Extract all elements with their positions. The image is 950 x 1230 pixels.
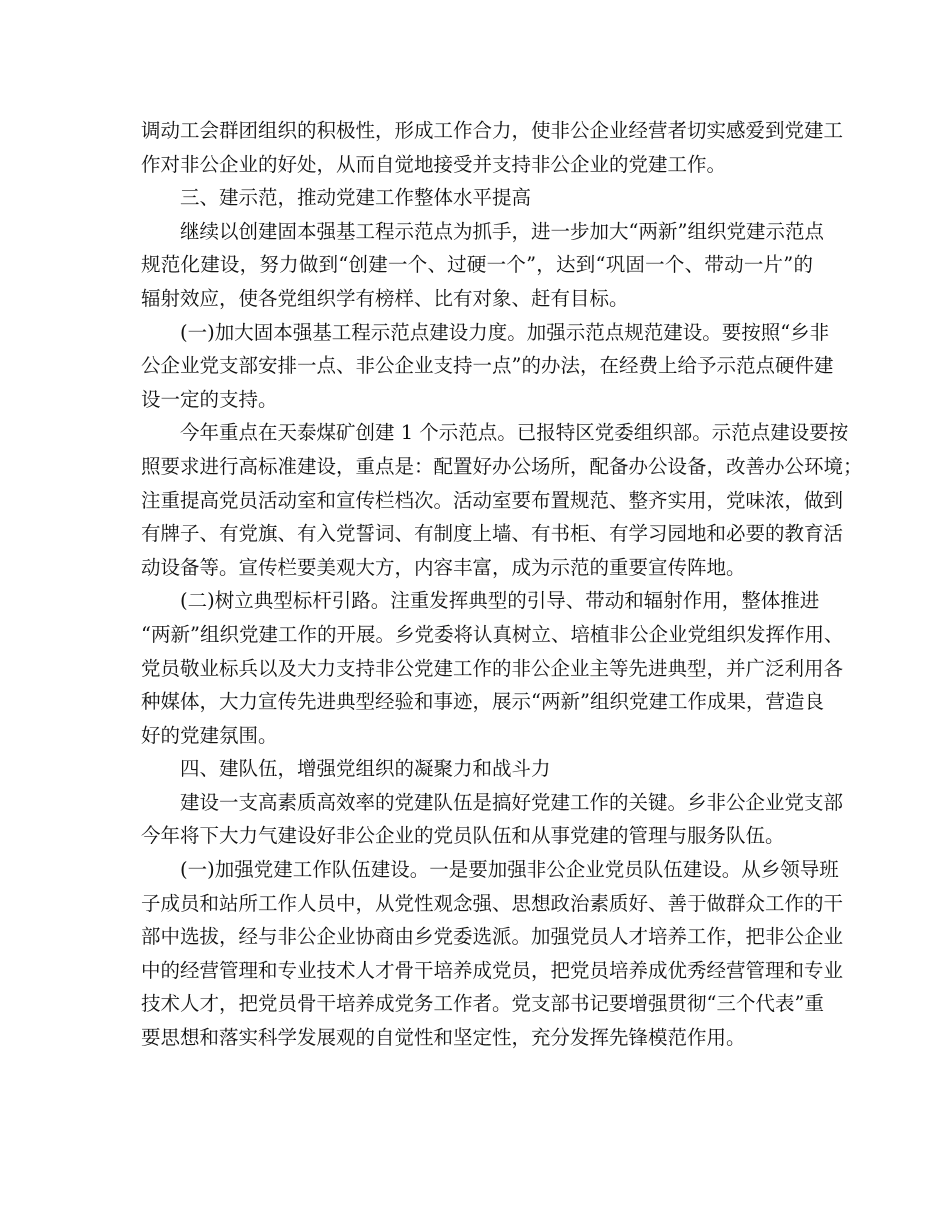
text-line: (二)树立典型标杆引路。注重发挥典型的引导、带动和辐射作用，整体推进 bbox=[180, 589, 820, 613]
text-line: 动设备等。宣传栏要美观大方，内容丰富，成为示范的重要宣传阵地。 bbox=[141, 555, 746, 579]
text-line: 调动工会群团组织的积极性，形成工作合力，使非公企业经营者切实感爱到党建工 bbox=[141, 119, 844, 142]
text-line: 种媒体，大力宣传先进典型经验和事迹，展示“两新”组织党建工作成果，营造良 bbox=[141, 690, 824, 714]
text-line: (一)加强党建工作队伍建设。一是要加强非公企业党员队伍建设。从乡领导班 bbox=[180, 858, 839, 882]
text-line: 设一定的支持。 bbox=[141, 387, 278, 411]
text-line: 注重提高党员活动室和宣传栏档次。活动室要布置规范、整齐实用，党味浓，做到 bbox=[141, 488, 844, 512]
text-line: 技术人才，把党员骨干培养成党务工作者。党支部书记要增强贯彻“三个代表”重 bbox=[141, 992, 824, 1016]
text-line: 好的党建氛围。 bbox=[141, 723, 278, 747]
text-line: 规范化建设，努力做到“创建一个、过硬一个”，达到“巩固一个、带动一片”的 bbox=[141, 253, 813, 277]
text-line: 要思想和落实科学发展观的自觉性和坚定性，充分发挥先锋模范作用。 bbox=[141, 1026, 746, 1050]
text-line: 照要求进行高标准建设，重点是：配置好办公场所，配备办公设备，改善办公环境； bbox=[141, 454, 863, 478]
text-line: 子成员和站所工作人员中，从党性观念强、思想政治素质好、善于做群众工作的干 bbox=[141, 891, 844, 915]
text-line: “两新”组织党建工作的开展。乡党委将认真树立、培植非公企业党组织发挥作用、 bbox=[141, 622, 844, 646]
text-line: 部中选拔，经与非公企业协商由乡党委选派。加强党员人才培养工作，把非公企业 bbox=[141, 925, 844, 949]
text-line: (一)加大固本强基工程示范点建设力度。加强示范点规范建设。要按照“乡非 bbox=[180, 320, 830, 344]
document-body bbox=[141, 114, 863, 1055]
text-line: 继续以创建固本强基工程示范点为抓手，进一步加大“两新”组织党建示范点 bbox=[180, 219, 824, 243]
text-line: 建设一支高素质高效率的党建队伍是搞好党建工作的关键。乡非公企业党支部 bbox=[180, 790, 844, 814]
text-line: 今年将下大力气建设好非公企业的党员队伍和从事党建的管理与服务队伍。 bbox=[141, 824, 785, 848]
text-line: 有牌子、有党旗、有入党誓词、有制度上墙、有书柜、有学习园地和必要的教育活 bbox=[141, 522, 844, 546]
text-line: 今年重点在天泰煤矿创建 1 个示范点。已报特区党委组织部。示范点建设要按 bbox=[180, 421, 849, 445]
text-line: 党员敬业标兵以及大力支持非公党建工作的非公企业主等先进典型，并广泛利用各 bbox=[141, 656, 844, 680]
text-line: 作对非公企业的好处，从而自觉地接受并支持非公企业的党建工作。 bbox=[141, 152, 727, 176]
text-line: 四、建队伍，增强党组织的凝聚力和战斗力 bbox=[180, 757, 551, 781]
text-line: 三、建示范，推动党建工作整体水平提高 bbox=[180, 186, 532, 210]
text-line: 中的经营管理和专业技术人才骨干培养成党员，把党员培养成优秀经营管理和专业 bbox=[141, 958, 844, 982]
text-line: 公企业党支部安排一点、非公企业支持一点”的办法，在经费上给予示范点硬件建 bbox=[141, 354, 834, 378]
text-line: 辐射效应，使各党组织学有榜样、比有对象、赶有目标。 bbox=[141, 286, 629, 310]
